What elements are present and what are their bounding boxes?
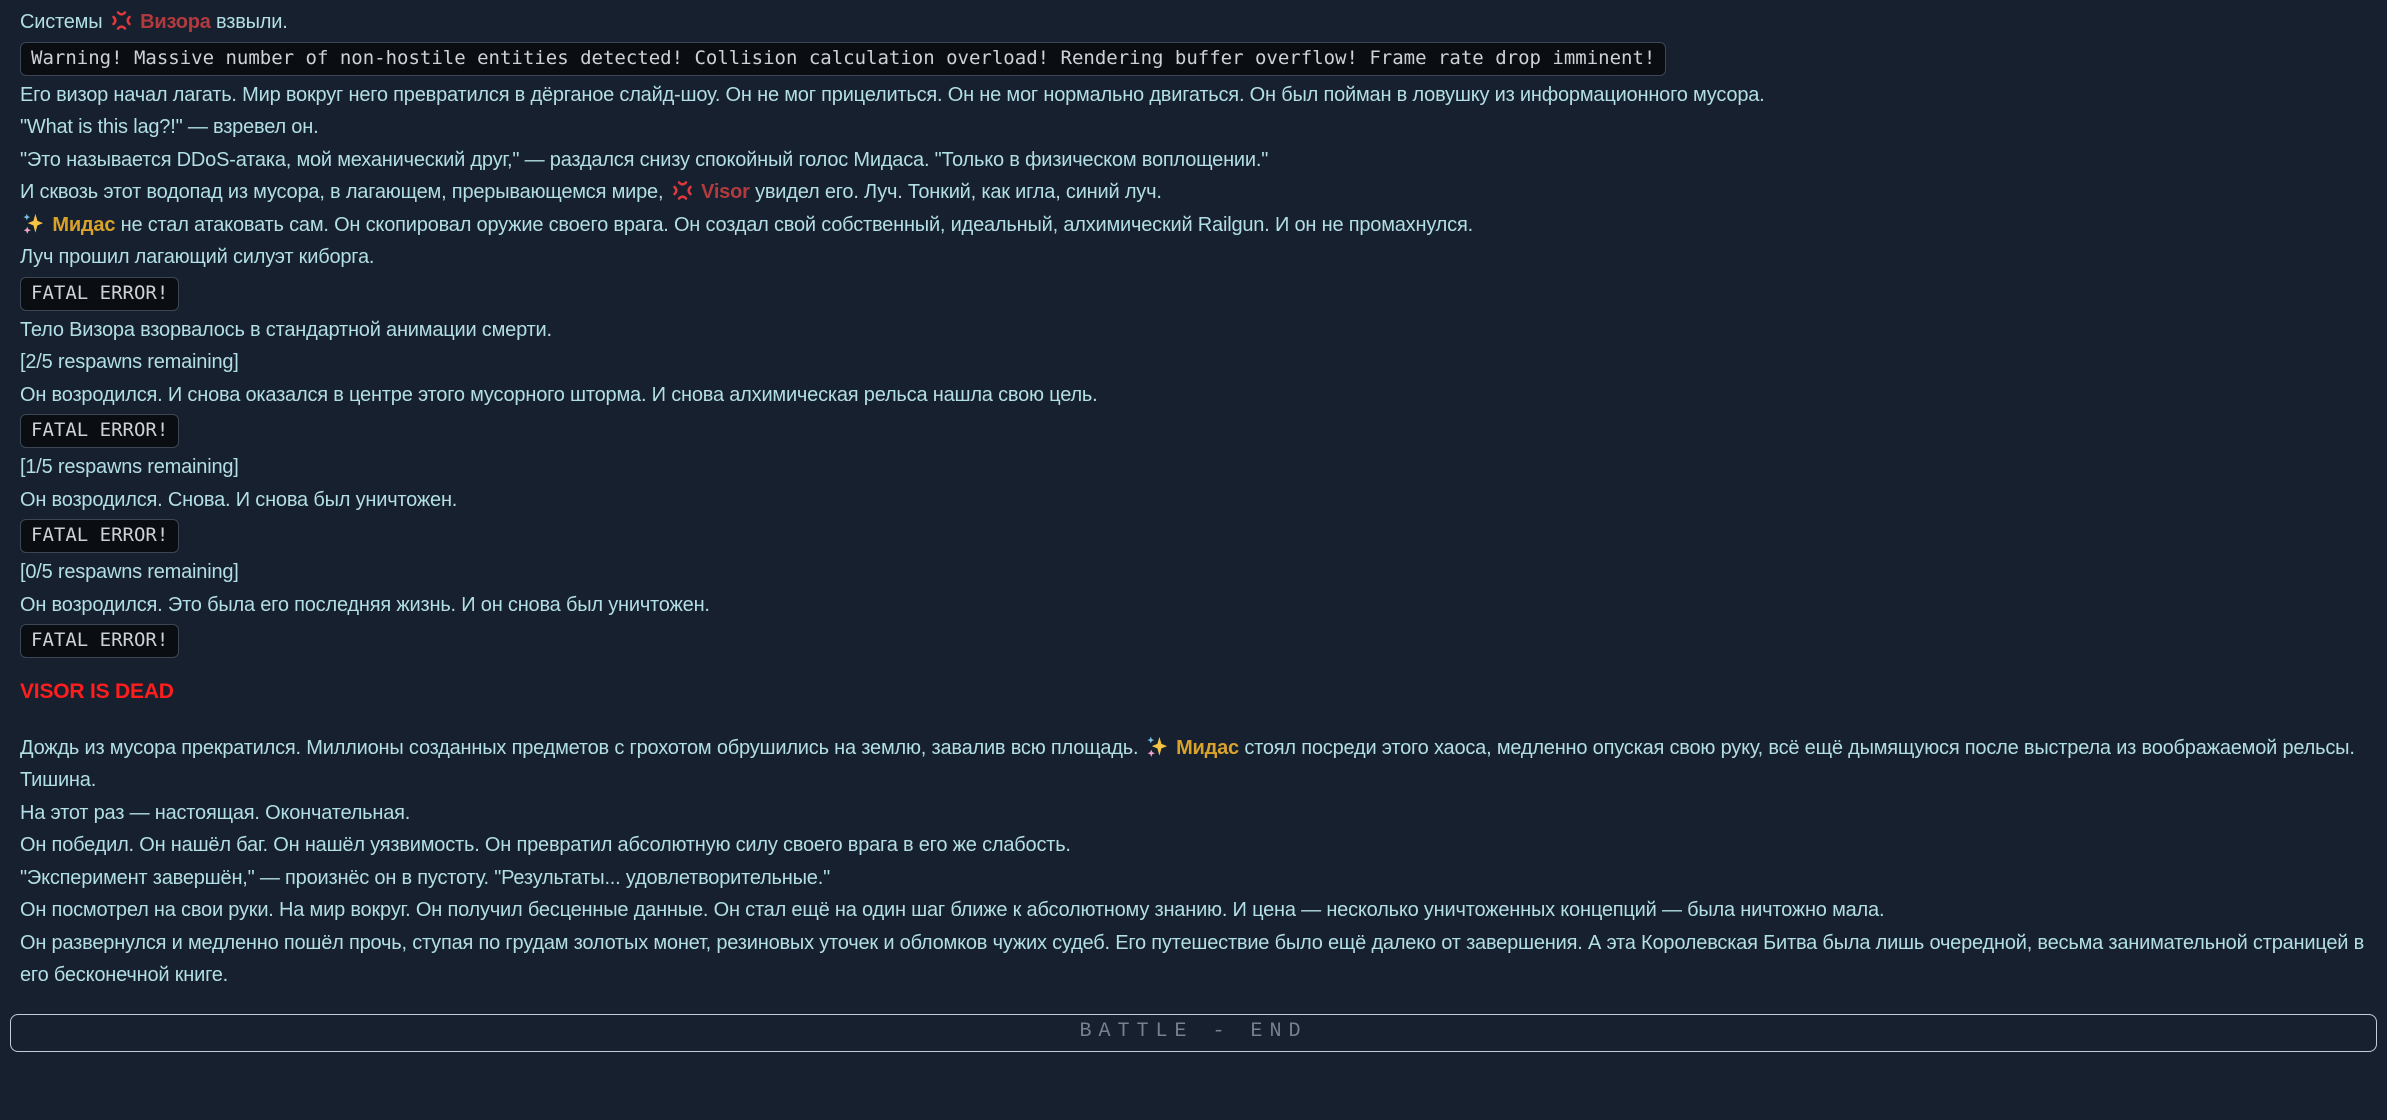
story-line: "Эксперимент завершён," — произнёс он в пустоту. "Результаты... удовлетворительные." <box>20 866 830 889</box>
story-line: [1/5 respawns remaining] <box>20 456 239 478</box>
story-line: Тело Визора взорвалось в стандартной анимации смерти. <box>20 318 552 341</box>
story-line: Он возродился. И снова оказался в центре этого мусорного шторма. И снова алхимическая рельса нашла свою цель. <box>20 383 1098 406</box>
story-line: [0/5 respawns remaining] <box>20 561 239 583</box>
story-line: Системы Визора взвыли. <box>20 11 288 33</box>
story-line <box>20 516 2367 556</box>
code-block: Warning! Massive number of non-hostile entities detected! Collision calculation overload! Rendering buffer overflow! Frame rate drop imminent! <box>20 42 1666 76</box>
story-line: И сквозь этот водопад из мусора, в лагающем, прерывающемся мире, Visor увидел его. Луч. Тонкий, как игла, синий луч. <box>20 181 1162 203</box>
story-line: Мидас не стал атаковать сам. Он скопировал оружие своего врага. Он создал свой собственный, идеальный, алхимический Railgun. И он не промахнулся. <box>20 209 2367 242</box>
story-line: На этот раз — настоящая. Окончательная. <box>20 801 411 824</box>
battle-end-label: BATTLE - END <box>1079 1020 1308 1044</box>
anger-symbol-icon <box>110 9 133 32</box>
sparkles-icon <box>22 212 45 235</box>
story-line: Он посмотрел на свои руки. На мир вокруг. Он получил бесценные данные. Он стал ещё на один шаг ближе к абсолютному знанию. И цена — несколько уничтоженных концепций — была ничтожно мала. <box>20 899 1885 921</box>
story-line: Он победил. Он нашёл баг. Он нашёл уязвимость. Он превратил абсолютную силу своего врага в его же слабость. <box>20 834 1071 856</box>
story-log <box>0 6 2387 992</box>
story-line: Он возродился. Это была его последняя жизнь. И он снова был уничтожен. <box>20 593 710 616</box>
battle-end-banner <box>10 1014 2377 1052</box>
story-line: Он возродился. Снова. И снова был уничтожен. <box>20 488 458 511</box>
story-line: Луч прошил лагающий силуэт киборга. <box>20 246 375 268</box>
code-block: FATAL ERROR! <box>20 277 179 311</box>
visor-name: Visor <box>701 181 750 203</box>
code-block: FATAL ERROR! <box>20 519 179 553</box>
story-line: Он развернулся и медленно пошёл прочь, ступая по грудам золотых монет, резиновых уточек и обломков чужих судеб. Его путешествие было ещё далеко от завершения. А эта Королевская Битва была лишь очередной, весьма занимательной страницей в его бесконечной книге. <box>20 931 2365 986</box>
midas-name: Мидас <box>1176 736 1239 759</box>
story-line: Тишина. <box>20 769 97 791</box>
code-block: FATAL ERROR! <box>20 414 179 448</box>
story-line: [2/5 respawns remaining] <box>20 351 239 373</box>
story-line: Дождь из мусора прекратился. Миллионы созданных предметов с грохотом обрушились на землю, завалив всю площадь. Мидас стоял посреди этого хаоса, медленно опуская свою руку, всё ещё дымящуюся после выстрела из воображаемой рельсы. <box>20 736 2355 759</box>
story-line <box>20 39 2367 79</box>
midas-name: Мидас <box>52 213 116 236</box>
story-line <box>20 274 2367 314</box>
story-line: "What is this lag?!" — взревел он. <box>20 116 319 138</box>
story-line <box>20 411 2367 451</box>
visor-dead-banner: VISOR IS DEAD <box>20 680 174 703</box>
story-line: Его визор начал лагать. Мир вокруг него превратился в дёрганое слайд-шоу. Он не мог прицелиться. Он не мог нормально двигаться. Он был пойман в ловушку из информационного мусора. <box>20 83 1765 106</box>
anger-symbol-icon <box>671 179 694 202</box>
code-block: FATAL ERROR! <box>20 624 179 658</box>
story-line <box>20 621 2367 661</box>
visor-name: Визора <box>140 11 211 33</box>
sparkles-icon <box>1146 735 1169 758</box>
story-line: "Это называется DDoS-атака, мой механический друг," — раздался снизу спокойный голос Мидаса. "Только в физическом воплощении." <box>20 148 1269 171</box>
